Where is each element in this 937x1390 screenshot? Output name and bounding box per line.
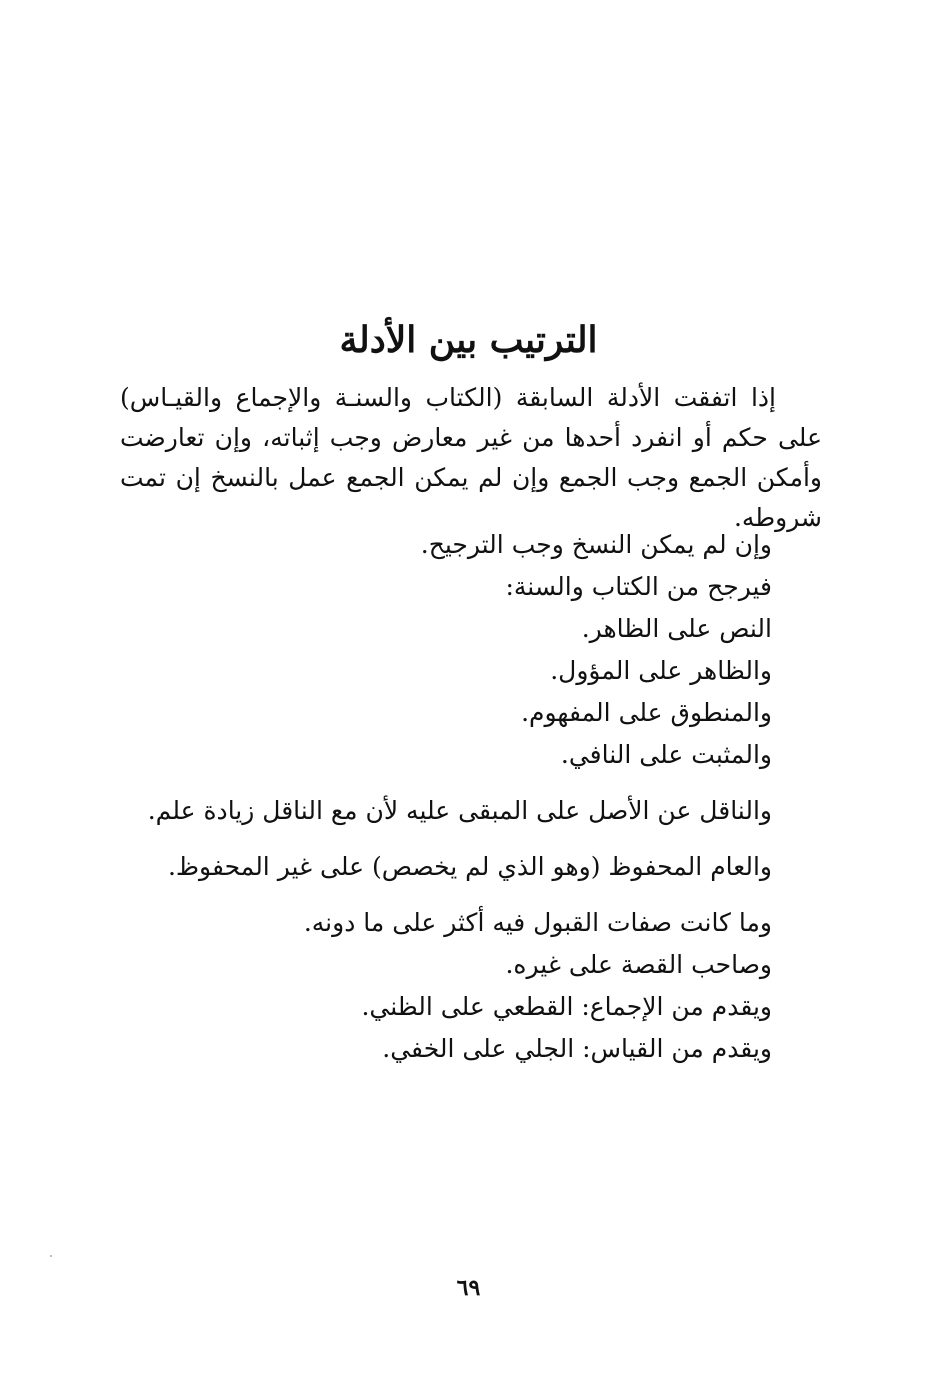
list-item: وصاحب القصة على غيره. (505, 950, 772, 979)
list-item: وما كانت صفات القبول فيه أكثر على ما دونه. (303, 908, 772, 937)
list-item: والناقل عن الأصل على المبقى عليه لأن مع الناقل زيادة علم. (147, 796, 772, 825)
list-item: والمنطوق على المفهوم. (521, 698, 772, 727)
list-item: وإن لم يمكن النسخ وجب الترجيح. (420, 530, 772, 559)
list-item: والظاهر على المؤول. (550, 656, 772, 685)
scan-speck (50, 1255, 52, 1257)
page-number: ٦٩ (456, 1275, 481, 1301)
intro-paragraph: إذا اتفقت الأدلة السابقة (الكتاب والسنـة والإجماع والقيـاس) على حكم أو انفرد أحدها من غير معارض وجب إثباته، وإن تعارضت وأمكن الجمع وجب الجمع وإن لم يمكن الجمع عمل بالنسخ إن تمت شروطه. (120, 383, 822, 532)
section-title: الترتيب بين الأدلة (339, 319, 598, 361)
list-item: فيرجح من الكتاب والسنة: (505, 572, 772, 601)
list-item: والمثبت على النافي. (560, 740, 772, 769)
list-item: والعام المحفوظ (وهو الذي لم يخصص) على غير المحفوظ. (167, 852, 772, 881)
list-item: ويقدم من الإجماع: القطعي على الظني. (361, 992, 772, 1021)
ranking-list (132, 524, 772, 1070)
list-item: ويقدم من القياس: الجلي على الخفي. (382, 1034, 772, 1063)
list-item: النص على الظاهر. (581, 614, 772, 643)
